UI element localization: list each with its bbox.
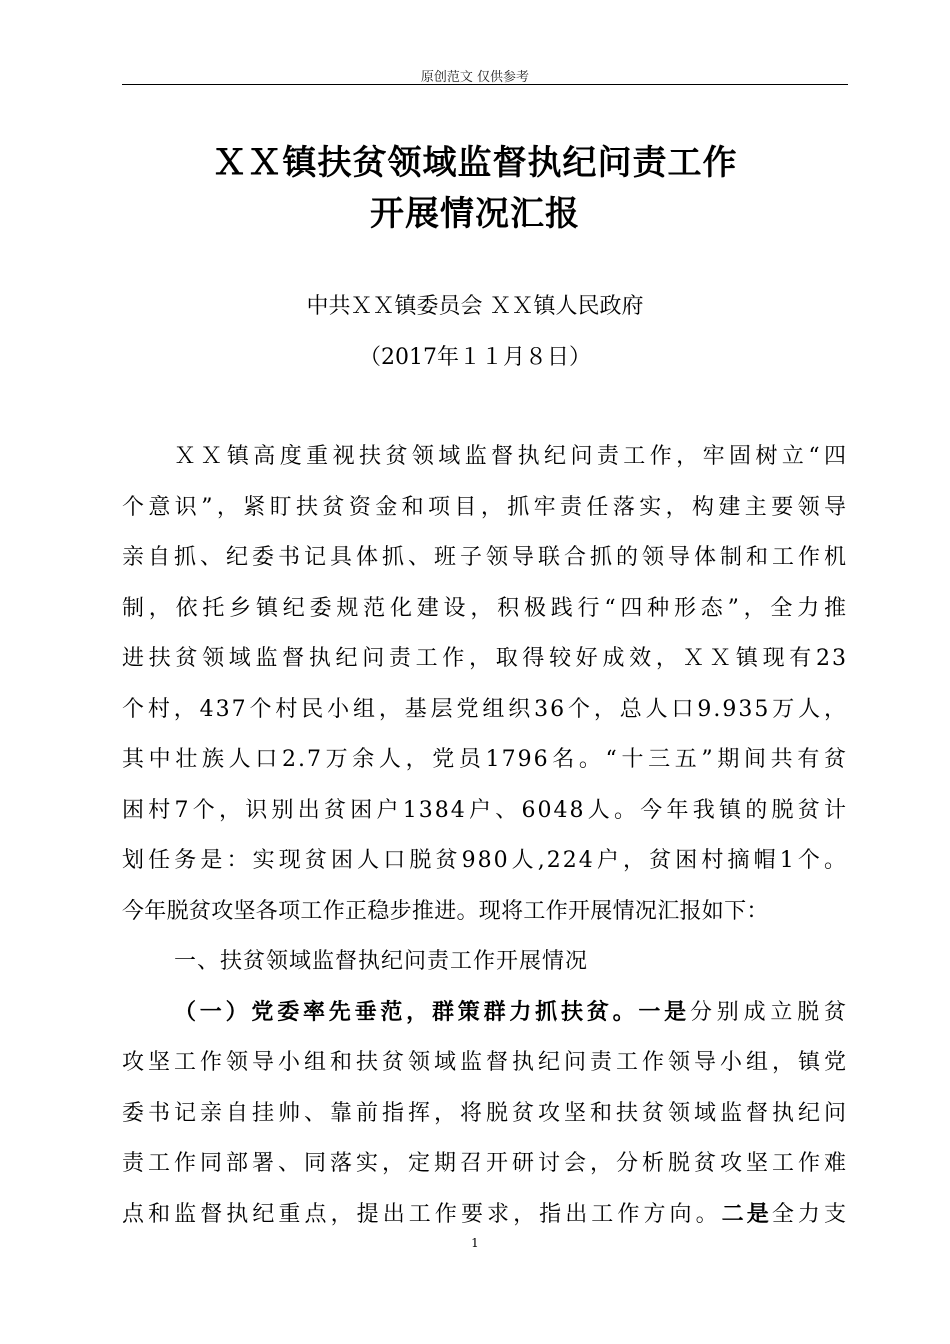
subsection-first-line xyxy=(122,988,848,1039)
paragraph-text: 分别成立脱贫 xyxy=(689,999,848,1025)
paragraph-text: 点和监督执纪重点，提出工作要求，指出工作方向。 xyxy=(122,1201,722,1227)
document-date: （2017年１１月８日） xyxy=(359,345,591,370)
paragraph-line: 攻坚工作领导小组和扶贫领域监督执纪问责工作领导小组，镇党 xyxy=(122,1050,848,1075)
subsection-heading: （一）党委率先垂范，群策群力抓扶贫。 xyxy=(174,999,639,1025)
page-header: 原创范文 仅供参考 xyxy=(420,70,530,85)
section-heading: 一、扶贫领域监督执纪问责工作开展情况 xyxy=(174,949,589,974)
paragraph-line: 其中壮族人口2.7万余人，党员1796名。“十三五”期间共有贫 xyxy=(122,747,848,772)
header-rule xyxy=(122,84,848,85)
paragraph-line: ＸＸ镇高度重视扶贫领域监督执纪问责工作，牢固树立“四 xyxy=(174,444,848,469)
paragraph-line: 责工作同部署、同落实，定期召开研讨会，分析脱贫攻坚工作难 xyxy=(122,1151,848,1176)
paragraph-line: 今年脱贫攻坚各项工作正稳步推进。现将工作开展情况汇报如下： xyxy=(122,898,769,924)
enumeration-marker: 二是 xyxy=(721,1201,772,1227)
paragraph-line: 划任务是：实现贫困人口脱贫980人,224户，贫困村摘帽1个。 xyxy=(122,848,848,873)
paragraph-last-line xyxy=(122,1190,848,1241)
enumeration-marker: 一是 xyxy=(638,999,690,1025)
document-body xyxy=(122,432,848,1240)
paragraph-line: 个意识”，紧盯扶贫资金和项目，抓牢责任落实，构建主要领导 xyxy=(122,494,848,520)
document-title-line-1: ＸＸ镇扶贫领域监督执纪问责工作 xyxy=(212,143,738,183)
document-title-line-2: 开展情况汇报 xyxy=(370,194,580,234)
paragraph-text: 全力支 xyxy=(771,1201,848,1227)
paragraph-line: 个村，437个村民小组，基层党组织36个，总人口9.935万人， xyxy=(122,696,848,722)
page-number: 1 xyxy=(471,1236,479,1250)
paragraph-line: 亲自抓、纪委书记具体抓、班子领导联合抓的领导体制和工作机 xyxy=(122,545,848,570)
paragraph-line: 制，依托乡镇纪委规范化建设，积极践行“四种形态”，全力推 xyxy=(122,595,848,621)
paragraph-line: 困村7个，识别出贫困户1384户、6048人。今年我镇的脱贫计 xyxy=(122,797,848,823)
paragraph-line: 进扶贫领域监督执纪问责工作，取得较好成效，ＸＸ镇现有23 xyxy=(122,646,848,671)
paragraph-line: 委书记亲自挂帅、靠前指挥，将脱贫攻坚和扶贫领域监督执纪问 xyxy=(122,1100,848,1126)
issuing-organizations: 中共ＸＸ镇委员会 ＸＸ镇人民政府 xyxy=(306,294,644,319)
